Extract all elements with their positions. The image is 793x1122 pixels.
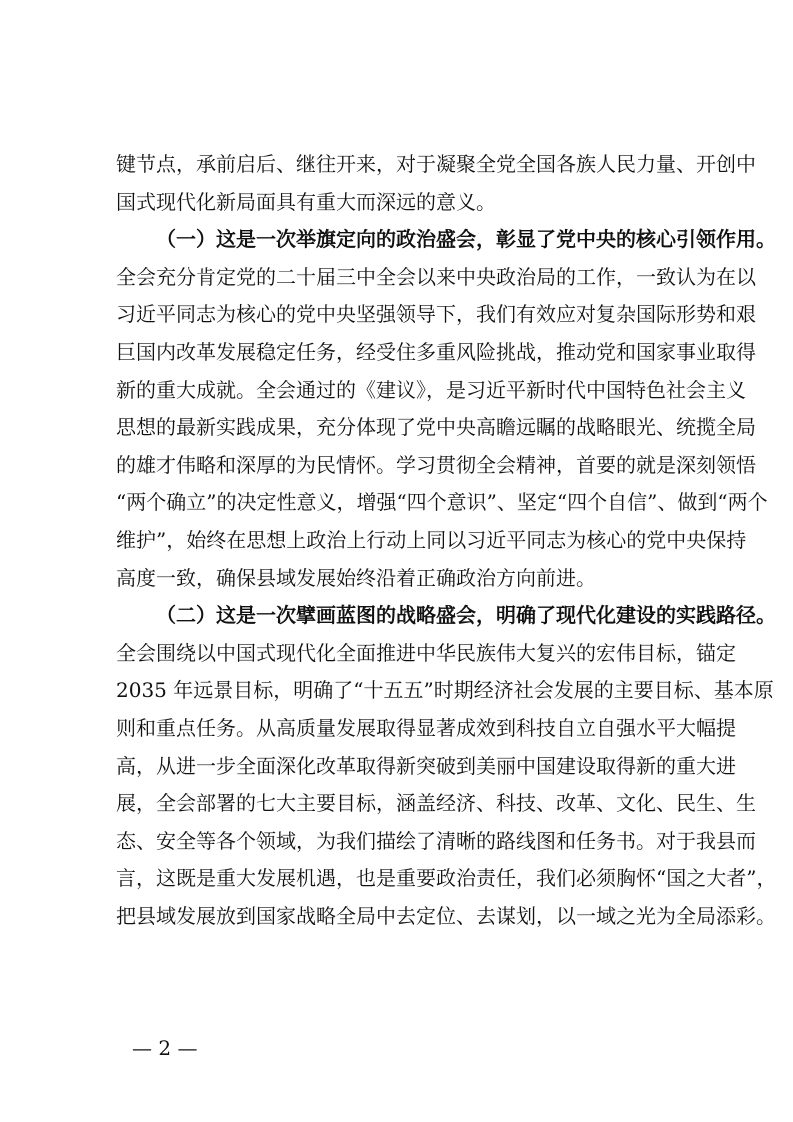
- text-line: 态、安全等各个领域，为我们描绘了清晰的路线图和任务书。对于我县而: [116, 828, 756, 853]
- text-line: 键节点，承前启后、继往开来，对于凝聚全党全国各族人民力量、开创中: [116, 152, 756, 176]
- text-line: 高，从进一步全面深化改革取得新突破到美丽中国建设取得新的重大进: [116, 753, 736, 778]
- body-text: [116, 146, 777, 935]
- text-line: 的雄才伟略和深厚的为民情怀。学习贯彻全会精神，首要的就是深刻领悟: [116, 452, 756, 477]
- text-line: 高度一致，确保县域发展始终沿着正确政治方向前进。: [116, 565, 596, 590]
- text-line: 全会充分肯定党的二十届三中全会以来中央政治局的工作，一致认为在以: [116, 264, 756, 289]
- text-line: 则和重点任务。从高质量发展取得显著成效到科技自立自强水平大幅提: [116, 715, 736, 740]
- text-line: 言，这既是重大发展机遇，也是重要政治责任，我们必须胸怀“国之大者”，: [116, 866, 777, 891]
- text-line: 新的重大成就。全会通过的《建议》，是习近平新时代中国特色社会主义: [116, 377, 746, 402]
- section-heading-1: （一）这是一次举旗定向的政治盛会，彰显了党中央的核心引领作用。: [156, 227, 776, 252]
- text-line: 展，全会部署的七大主要目标，涵盖经济、科技、改革、文化、民生、生: [116, 791, 756, 816]
- text-line: 全会围绕以中国式现代化全面推进中华民族伟大复兴的宏伟目标，锚定: [116, 640, 736, 665]
- text-line: 国式现代化新局面具有重大而深远的意义。: [116, 189, 496, 214]
- text-line: 把县域发展放到国家战略全局中去定位、去谋划，以一域之光为全局添彩。: [116, 903, 776, 928]
- text-line: 维护”，始终在思想上政治上行动上同以习近平同志为核心的党中央保持: [116, 527, 747, 552]
- text-line: 习近平同志为核心的党中央坚强领导下，我们有效应对复杂国际形势和艰: [116, 302, 756, 327]
- text-line: “两个确立”的决定性意义，增强“四个意识”、坚定“四个自信”、做到“两个: [116, 490, 768, 515]
- text-line: 巨国内改革发展稳定任务，经受住多重风险挑战，推动党和国家事业取得: [116, 339, 756, 364]
- section-heading-2: （二）这是一次擘画蓝图的战略盛会，明确了现代化建设的实践路径。: [156, 603, 776, 628]
- text-line: 思想的最新实践成果，充分体现了党中央高瞻远瞩的战略眼光、统揽全局: [116, 415, 756, 440]
- page-number: — 2 —: [132, 1036, 198, 1060]
- text-line: 2035 年远景目标，明确了“十五五”时期经济社会发展的主要目标、基本原: [116, 678, 774, 703]
